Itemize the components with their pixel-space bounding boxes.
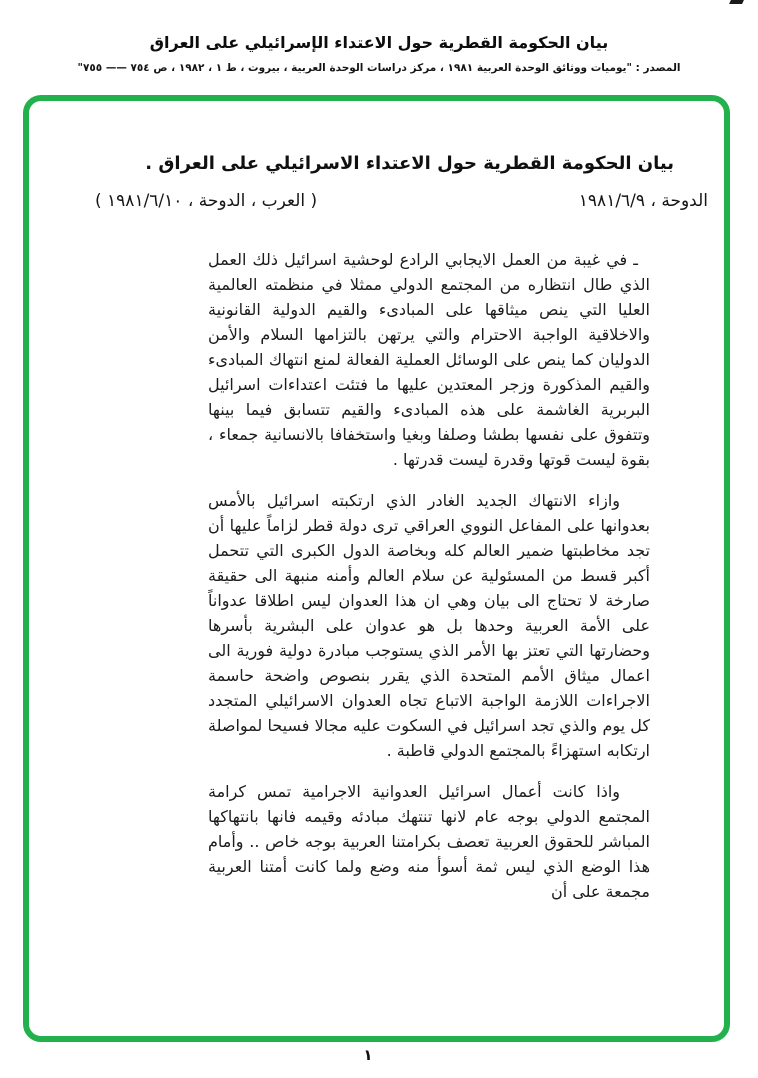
paragraph-1: ـ في غيبة من العمل الايجابي الرادع لوحشية اسرائيل ذلك العمل الذي طال انتظاره من المجتمع الدولي ممثلا في منظمته العالمية العليا التي ينص ميثاقها على المبادىء والقيم الدولية القانونية والاخلاقية الواجبة الاحترام والتي يرتهن بالتزامها السلام والأمن الدوليان كما ينص على الوسائل العملية الفعالة لمنع انتهاك المبادىء والقيم المذكورة وزجر المعتدين عليها ما فتئت اعتداءات اسرائيل البربرية الغاشمة على هذه المبادىء والقيم تتسابق فيما بينها وتتفوق على نفسها بطشا وصلفا وبغيا واستخفافا بالانسانية جمعاء ، بقوة ليست قوتها وقدرة ليست قدرتها . [208,250,650,469]
document-title: بيان الحكومة القطرية حول الاعتداء الاسرائيلي على العراق . [145,153,674,174]
paragraph-3: واذا كانت أعمال اسرائيل العدوانية الاجرامية تمس كرامة المجتمع الدولي بوجه عام لانها تنتهك مبادئه وقيمه فانها بانتهاكها المباشر للحقوق العربية تعصف بكرامتنا العربية بوجه خاص .. وأمام هذا الوضع الذي ليس ثمة أسوأ منه وضع ولما كانت أمتنا العربية مجمعة على أن [208,782,650,901]
document-body [208,247,650,920]
source-citation-line: المصدر : "يوميات ووثائق الوحدة العربية ١٩٨١ ، مركز دراسات الوحدة العربية ، بيروت ، ط ١ ، ١٩٨٢ ، ص ٧٥٤ —— ٧٥٥" [77,62,681,74]
newspaper-reference: ( العرب ، الدوحة ، ١٩٨١/٦/١٠ ) [95,191,318,211]
document-frame [23,95,730,1042]
page-number: ١ [363,1046,373,1064]
page-title: بيان الحكومة القطرية حول الاعتداء الإسرائيلي على العراق [149,33,609,52]
scan-artifact-mark [729,0,744,4]
place-and-date: الدوحة ، ١٩٨١/٦/٩ [578,191,708,211]
dateline-row [95,191,708,211]
paragraph-2: وازاء الانتهاك الجديد الغادر الذي ارتكبته اسرائيل بالأمس بعدوانها على المفاعل النووي العراقي ترى دولة قطر لزاماً عليها أن تجد مخاطبتها ضمير العالم كله وبخاصة الدول الكبرى التي تتحمل أكبر قسط من المسئولية عن سلام العالم وأمنه منبهة الى حقيقة صارخة لا تحتاج الى بيان وهي ان هذا العدوان ليس اطلاقا عدواناً على الأمة العربية وحدها بل هو عدوان على البشرية بأسرها وحضارتها التي تعتز بها الأمر الذي يستوجب مبادرة دولية فورية الى اعمال ميثاق الأمم المتحدة الذي يقرر بنصوص واضحة حاسمة الاجراءات اللازمة الواجبة الاتباع تجاه العدوان الاسرائيلي المتجدد كل يوم والذي تجد اسرائيل في السكوت عليه مجالا فسيحا لمواصلة ارتكابه استهزاءً بالمجتمع الدولي قاطبة . [208,491,650,760]
